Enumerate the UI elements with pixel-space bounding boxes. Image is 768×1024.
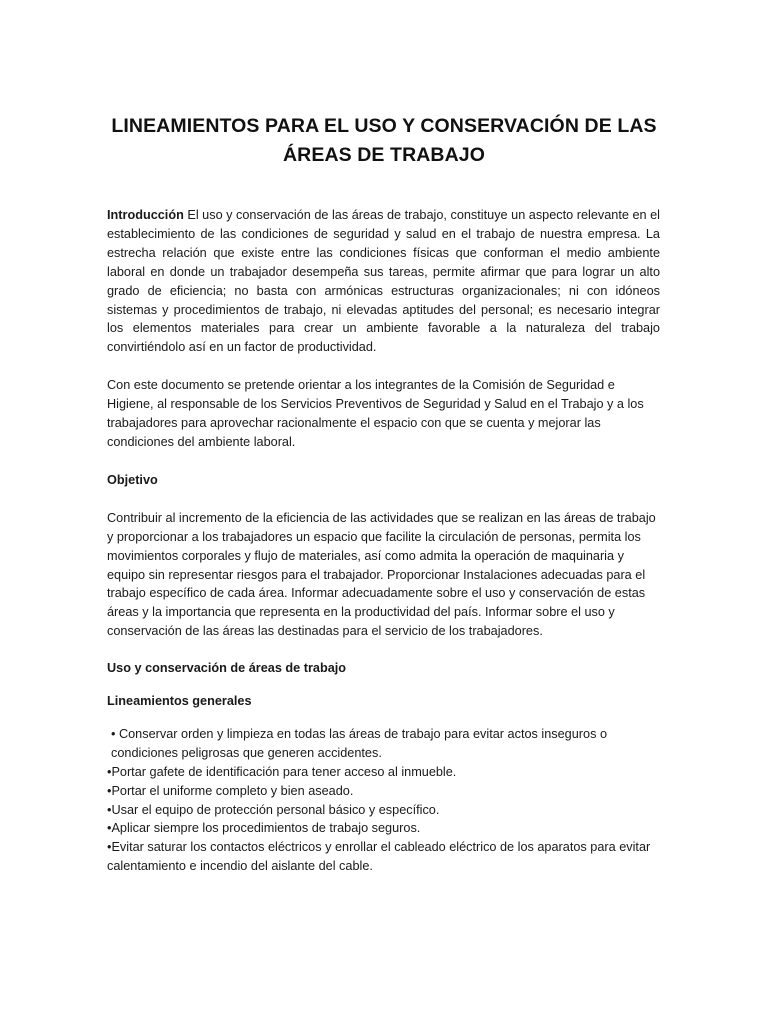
title-line-2: ÁREAS DE TRABAJO [282, 144, 486, 166]
title-line-1: LINEAMIENTOS PARA EL USO Y CONSERVACIÓN DE LAS [111, 115, 657, 137]
section-heading: Uso y conservación de áreas de trabajo [107, 661, 347, 676]
list-item: •Portar gafete de identificación para tener acceso al inmueble. [107, 764, 457, 779]
objective-paragraph: Contribuir al incremento de la eficiencia de las actividades que se realizan en las áreas de trabajo y proporcionar a los trabajadores un espacio que facilite la circulación de personas, permita los movimientos corporales y flujo de materiales, así como admita la operación de maquinaria y equipo sin representar riesgos para el trabajador. Proporcionar Instalaciones adecuadas para el trabajo específico de cada área. Informar adecuadamente sobre el uso y conservación de estas áreas y la importancia que representa en la productividad del país. Informar sobre el uso y conservación de las áreas las destinadas para el servicio de los trabajadores. [107, 510, 656, 639]
list-item: •Portar el uniforme completo y bien aseado. [107, 783, 354, 798]
intro-text: El uso y conservación de las áreas de trabajo, constituye un aspecto relevante en el establecimiento de las condiciones de seguridad y salud en el trabajo de nuestra empresa. La estrecha relación que existe entre las condiciones físicas que conforman el medio ambiente laboral en donde un trabajador desempeña sus tareas, permite afirmar que para lograr un alto grado de eficiencia; no basta con armónicas estructuras organizacionales; ni con idóneos sistemas y procedimientos de trabajo, ni elevadas aptitudes del personal; es necesario integrar los elementos materiales para crear un ambiente favorable a la naturaleza del trabajo convirtiéndolo así en un factor de productividad. [107, 208, 660, 355]
purpose-paragraph: Con este documento se pretende orientar a los integrantes de la Comisión de Seguridad e Higiene, al responsable de los Servicios Preventivos de Seguridad y Salud en el Trabajo y a los trabajadores para aprovechar racionalmente el espacio con que se cuenta y mejorar las condiciones del ambiente laboral. [107, 378, 644, 449]
subsection-heading: Lineamientos generales [107, 694, 252, 709]
list-item: •Evitar saturar los contactos eléctricos y enrollar el cableado eléctrico de los aparatos para evitar calentamiento e incendio del aislante del cable. [107, 840, 651, 874]
guidelines-list [107, 725, 660, 876]
document-title [96, 112, 672, 170]
objective-heading: Objetivo [107, 472, 158, 487]
intro-lead: Introducción [107, 208, 184, 222]
list-item: • Conservar orden y limpieza en todas las áreas de trabajo para evitar actos inseguros o condiciones peligrosas que generen accidentes. [111, 726, 607, 760]
intro-paragraph [107, 206, 660, 357]
document-body [107, 206, 660, 876]
list-item: •Usar el equipo de protección personal básico y específico. [107, 802, 440, 817]
list-item: •Aplicar siempre los procedimientos de trabajo seguros. [107, 821, 421, 836]
